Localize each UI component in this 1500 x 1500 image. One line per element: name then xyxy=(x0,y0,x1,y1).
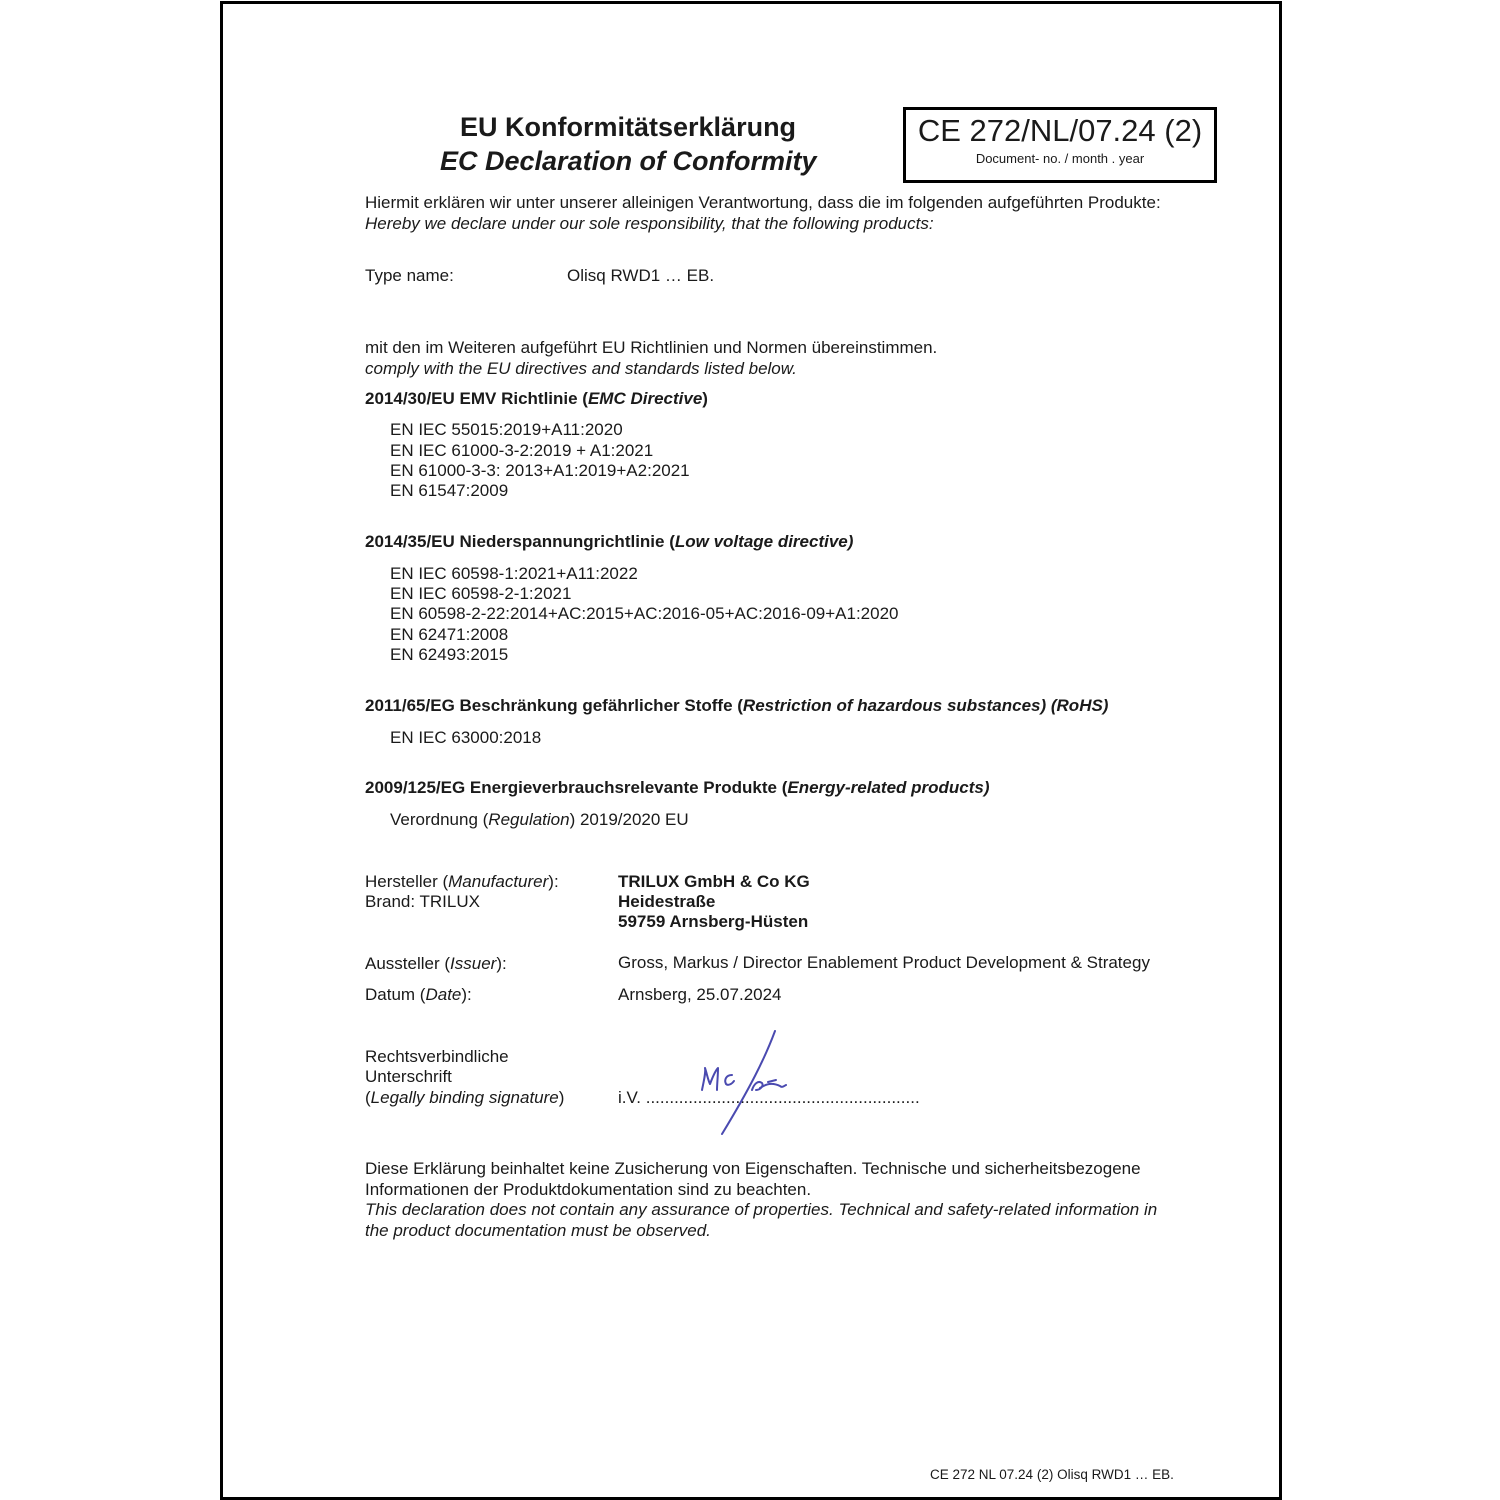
emc-directive-heading: 2014/30/EU EMV Richtlinie (EMC Directive) xyxy=(365,389,708,408)
document-number-box xyxy=(903,107,1217,183)
emc-standard: EN 61000-3-3: 2013+A1:2019+A2:2021 xyxy=(390,461,690,480)
lvd-standard: EN IEC 60598-2-1:2021 xyxy=(390,584,572,603)
signature-line: i.V. .......................................................... xyxy=(618,1088,920,1107)
lvd-standard: EN 60598-2-22:2014+AC:2015+AC:2016-05+AC:2016-09+A1:2020 xyxy=(390,604,899,623)
manufacturer-name: TRILUX GmbH & Co KG xyxy=(618,872,810,891)
lvd-standard: EN IEC 60598-1:2021+A11:2022 xyxy=(390,564,638,583)
disclaimer-english-line2: the product documentation must be observed. xyxy=(365,1221,711,1240)
signature-label-line3: (Legally binding signature) xyxy=(365,1088,565,1107)
disclaimer-english-line1: This declaration does not contain any assurance of properties. Technical and safety-related information in xyxy=(365,1200,1158,1219)
type-name-value: Olisq RWD1 … EB. xyxy=(567,266,715,285)
erp-directive-heading: 2009/125/EG Energieverbrauchsrelevante Produkte (Energy-related products) xyxy=(365,778,990,797)
type-name-label: Type name: xyxy=(365,266,454,285)
emc-standard: EN IEC 55015:2019+A11:2020 xyxy=(390,420,623,439)
comply-english: comply with the EU directives and standards listed below. xyxy=(365,359,797,378)
emc-standard: EN 61547:2009 xyxy=(390,481,509,500)
signature-label-line1: Rechtsverbindliche xyxy=(365,1047,509,1066)
manufacturer-city: 59759 Arnsberg-Hüsten xyxy=(618,912,809,931)
disclaimer-german-line1: Diese Erklärung beinhaltet keine Zusicherung von Eigenschaften. Technische und sicherheitsbezogene xyxy=(365,1159,1141,1178)
manufacturer-label: Hersteller (Manufacturer): xyxy=(365,872,559,891)
handwritten-signature xyxy=(680,1028,800,1138)
rohs-directive-heading: 2011/65/EG Beschränkung gefährlicher Stoffe (Restriction of hazardous substances) (RoHS) xyxy=(365,696,1109,715)
disclaimer-german-line2: Informationen der Produktdokumentation sind zu beachten. xyxy=(365,1180,812,1199)
signature-label-line2: Unterschrift xyxy=(365,1067,452,1086)
intro-english: Hereby we declare under our sole responsibility, that the following products: xyxy=(365,214,934,233)
comply-german: mit den im Weiteren aufgeführt EU Richtlinien und Normen übereinstimmen. xyxy=(365,338,938,357)
page-footer: CE 272 NL 07.24 (2) Olisq RWD1 … EB. xyxy=(930,1467,1174,1482)
title-english: EC Declaration of Conformity xyxy=(440,146,817,176)
issuer-label: Aussteller (Issuer): xyxy=(365,954,507,973)
lvd-standard: EN 62471:2008 xyxy=(390,625,509,644)
title-german: EU Konformitätserklärung xyxy=(460,112,797,142)
manufacturer-street: Heidestraße xyxy=(618,892,716,911)
rohs-standard: EN IEC 63000:2018 xyxy=(390,728,542,747)
date-label: Datum (Date): xyxy=(365,985,472,1004)
emc-standard: EN IEC 61000-3-2:2019 + A1:2021 xyxy=(390,441,654,460)
brand-label: Brand: TRILUX xyxy=(365,892,480,911)
erp-regulation: Verordnung (Regulation) 2019/2020 EU xyxy=(390,810,689,829)
lvd-standard: EN 62493:2015 xyxy=(390,645,509,664)
document-number-caption: Document- no. / month . year xyxy=(975,151,1145,166)
intro-german: Hiermit erklären wir unter unserer alleinigen Verantwortung, dass die im folgenden aufgeführten Produkte: xyxy=(365,193,1161,212)
document-number: CE 272/NL/07.24 (2) xyxy=(917,113,1203,148)
issuer-value: Gross, Markus / Director Enablement Product Development & Strategy xyxy=(618,953,1150,972)
date-value: Arnsberg, 25.07.2024 xyxy=(618,985,782,1004)
lvd-directive-heading: 2014/35/EU Niederspannungrichtlinie (Low voltage directive) xyxy=(365,532,854,551)
